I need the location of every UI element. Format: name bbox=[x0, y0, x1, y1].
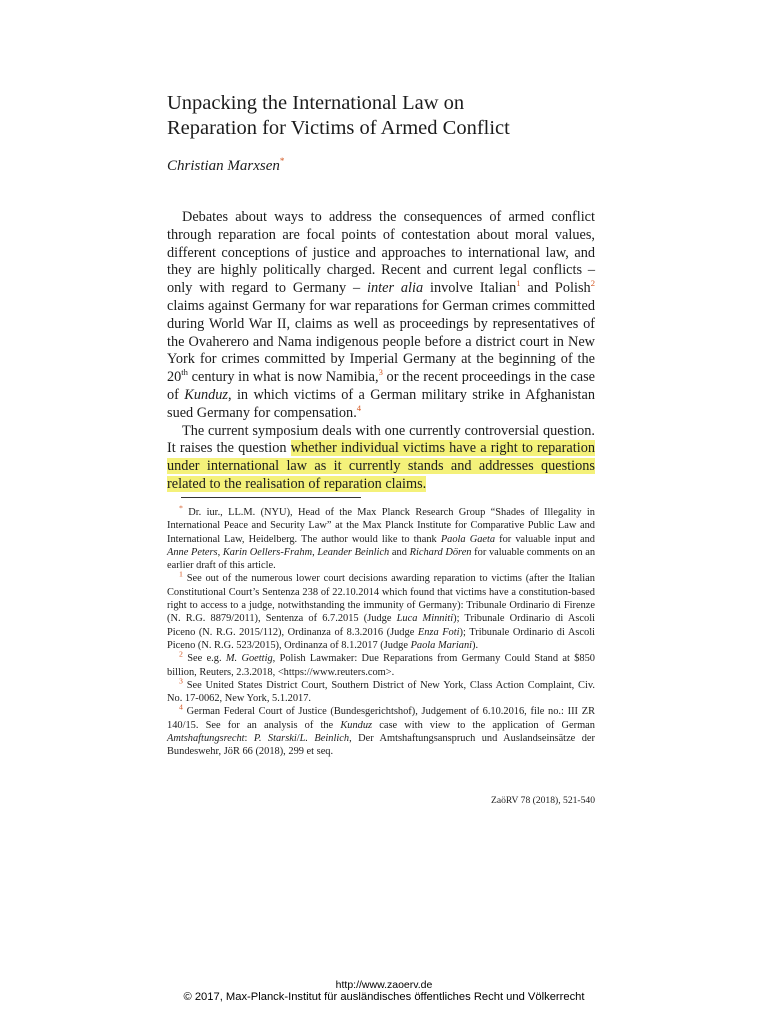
footnote-separator bbox=[181, 497, 361, 498]
article-title bbox=[167, 91, 607, 141]
source-url[interactable]: http://www.zaoerv.de bbox=[335, 979, 433, 991]
footnote-3: $^3$ See United States District Court, Southern District of New York, Class Action Complaint, Civ. No. 17-0062, New York, 5.1.2017. bbox=[167, 676, 595, 705]
journal-citation: ZaöRV 78 (2018), 521-540 bbox=[490, 795, 595, 806]
author-text: Christian Marxsen bbox=[167, 158, 280, 174]
footnote-ref-3[interactable]: 3 bbox=[378, 367, 383, 378]
highlighted-text: whether individual victims have a right to reparation under international law as it currently stands and addresses questions related to the realisation of reparation claims. bbox=[167, 440, 596, 492]
article-body bbox=[167, 209, 595, 494]
title-line-1: Unpacking the International Law on bbox=[167, 92, 465, 114]
footnote-4: $^4$ German Federal Court of Justice (Bundesgerichtshof), Judgement of 6.10.2016, file no.: III ZR 140/15. See for an analysis of the Kunduz case with view to the application of German Amtshaftungsrecht: P. Starski/L. Beinlich, Der Amtshaftungsanspruch und Auslandseinsätze der Bundeswehr, JöR 66 (2018), 299 et seq. bbox=[167, 702, 595, 758]
footnotes bbox=[167, 503, 596, 759]
footnote-star: * Dr. iur., LL.M. (NYU), Head of the Max Planck Research Group “Shades of Illegality in International Peace and Security Law” at the Max Planck Institute for Comparative Public Law and International Law, Heidelberg. The author would like to thank Paola Gaeta for valuable input and Anne Peters, Karin Oellers-Frahm, Leander Beinlich and Richard Dören for valuable comments on an earlier draft of this article. bbox=[167, 503, 596, 572]
footnote-2: $^2$ See e.g. M. Goettig, Polish Lawmaker: Due Reparations from Germany Could Stand at $850 billion, Reuters, 2.3.2018, <https://www.reuters.com>. bbox=[167, 649, 595, 678]
copyright-notice: © 2017, Max-Planck-Institut für ausländisches öffentliches Recht und Völkerrecht bbox=[183, 991, 585, 1003]
footnote-ref-1[interactable]: 1 bbox=[516, 278, 521, 289]
paragraph-1: Debates about ways to address the consequences of armed conflict through reparation are focal points of contestation about moral values, different conceptions of justice and approaches to international law, and they are highly politically charged. Recent and current legal conflicts – only with regard to Germany – inter alia involve Italian$^1$ and Polish$^2$ claims against Germany for war reparations for German crimes committed during World War II, claims as well as proceedings by representatives of the Ovaherero and Nama indigenous people before a district court in New York for crimes committed by Imperial Germany at the beginning of the 20th century in what is now Namibia,$^3$ or the recent proceedings in the case of Kunduz, in which victims of a German military strike in Afghanistan sued Germany for compensation.$^4$ bbox=[167, 209, 596, 421]
footnote-ref-2[interactable]: 2 bbox=[590, 278, 595, 289]
footnote-ref-4[interactable]: 4 bbox=[356, 403, 362, 413]
footnote-1: $^1$ See out of the numerous lower court decisions awarding reparation to victims (after the Italian Constitutional Court’s Sentenza 238 of 22.10.2014 which found that victims have a constitution-based right to access to a judge, notwithstanding the immunity of Germany): Tribunale Ordinario di Firenze (N. R.G. 8879/2011), Sentenza of 6.7.2015 (Judge Luca Minniti); Tribunale Ordinario di Ascoli Piceno (N. R.G. 2015/112), Ordinanza of 8.3.2016 (Judge Enza Foti); Tribunale Ordinario di Ascoli Piceno (N. R.G. 523/2015), Ordinanza of 8.1.2017 (Judge Paola Mariani). bbox=[167, 570, 595, 651]
author-footnote-mark[interactable]: * bbox=[279, 156, 285, 166]
author-name bbox=[167, 156, 284, 176]
title-line-2: Reparation for Victims of Armed Conflict bbox=[167, 117, 510, 139]
paragraph-2: The current symposium deals with one currently controversial question. It raises the question whether individual victims have a right to reparation under international law as it currently stands and addresses questions related to the realisation of reparation claims. bbox=[167, 422, 596, 492]
